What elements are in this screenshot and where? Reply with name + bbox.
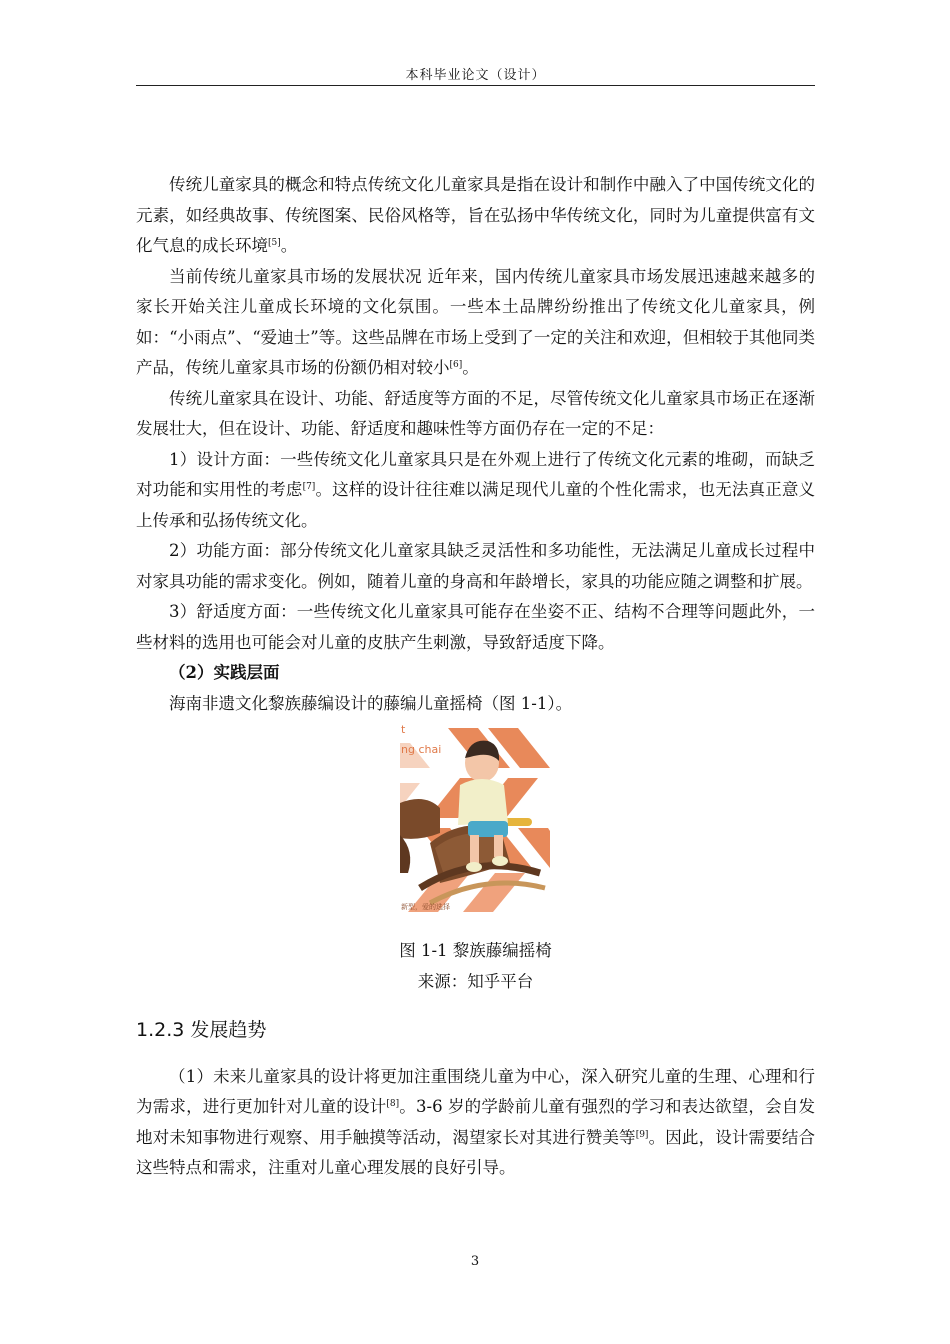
subheading-practice: （2）实践层面 xyxy=(169,663,280,682)
image-label-top-a: t xyxy=(401,723,406,736)
citation-9: [9] xyxy=(635,1129,649,1140)
citation-7: [7] xyxy=(302,482,316,492)
citation-6: [6] xyxy=(449,360,463,370)
citation-5: [5] xyxy=(268,238,281,248)
header-title: 本科毕业论文（设计） xyxy=(405,68,546,83)
image-label-top-b: ng chai xyxy=(401,743,442,756)
figure-caption: 图 1-1 黎族藤编摇椅 xyxy=(399,941,552,960)
paragraph-concept: 传统儿童家具的概念和特点传统文化儿童家具是指在设计和制作中融入了中国传统文化的元素，如经典故事、传统图案、民俗风格等，旨在弘扬中华传统文化，同时为儿童提供富有文化气息的成长环境[5]。 xyxy=(136,175,815,255)
paragraph-comfort: 3）舒适度方面：一些传统文化儿童家具可能存在坐姿不正、结构不合理等问题此外，一些材料的选用也可能会对儿童的皮肤产生刺激，导致舒适度下降。 xyxy=(136,602,815,652)
figure-source: 来源：知乎平台 xyxy=(417,971,534,991)
paragraph-figure-intro: 海南非遗文化黎族藤编设计的藤编儿童摇椅（图 1-1）。 xyxy=(169,693,573,713)
figure-rattan-chair xyxy=(136,723,815,923)
page-number: 3 xyxy=(470,1254,480,1269)
image-label-bottom: 新型，爱的选择 xyxy=(401,903,450,911)
page-body xyxy=(136,170,815,1184)
section-title: 1.2.3 发展趋势 xyxy=(136,1019,267,1041)
header-rule xyxy=(136,85,815,86)
paragraph-design: 1）设计方面：一些传统文化儿童家具只是在外观上进行了传统文化元素的堆砌，而缺乏对功能和实用性的考虑[7]。这样的设计往往难以满足现代儿童的个性化需求，也无法真正意义上传承和弘扬传统文化。 xyxy=(136,449,815,530)
citation-8: [8] xyxy=(386,1099,400,1109)
paragraph-function: 2）功能方面：部分传统文化儿童家具缺乏灵活性和多功能性，无法满足儿童成长过程中对家具功能的需求变化。例如，随着儿童的身高和年龄增长，家具的功能应随之调整和扩展。 xyxy=(136,541,815,591)
rattan-rocking-chair-photo xyxy=(400,723,550,912)
paragraph-market: 当前传统儿童家具市场的发展状况 近年来，国内传统儿童家具市场发展迅速越来越多的家长开始关注儿童成长环境的文化氛围。一些本土品牌纷纷推出了传统文化儿童家具，例如：“小雨点”、“爱迪士”等。这些品牌在市场上受到了一定的关注和欢迎，但相较于其他同类产品，传统儿童家具市场的份额仍相对较小[6]。 xyxy=(136,266,815,377)
paragraph-shortcomings: 传统儿童家具在设计、功能、舒适度等方面的不足，尽管传统文化儿童家具市场正在逐渐发展壮大，但在设计、功能、舒适度和趣味性等方面仍存在一定的不足： xyxy=(136,388,815,438)
paragraph-trend: （1）未来儿童家具的设计将更加注重围绕儿童为中心，深入研究儿童的生理、心理和行为需求，进行更加针对儿童的设计[8]。3-6 岁的学龄前儿童有强烈的学习和表达欲望，会自发地对未知事物进行观察、用手触摸等活动，渴望家长对其进行赞美等[9]。因此，设计需要结合这些特点和需求，注重对儿童心理发展的良好引导。 xyxy=(136,1066,815,1177)
